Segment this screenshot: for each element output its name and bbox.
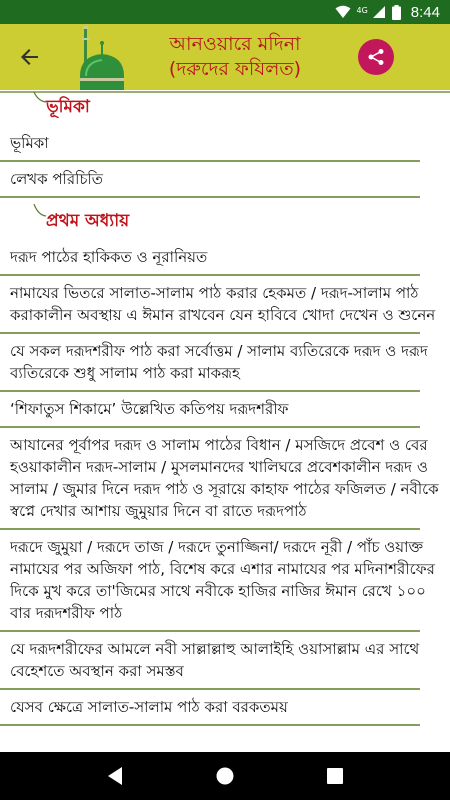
list-item-label: দরূদ পাঠের হাকিকত ও নূরানিয়ত — [10, 248, 208, 266]
list-item-label: দরূদে জুমুয়া / দরূদে তাজ / দরূদে তুনাজ্জিনা/ দরূদে নূরী / পাঁচ ওয়াক্ত নামাযের পর অজিফা পাঠ, বিশেষ করে এশার নামাযের পর মদিনাশরীফের দিকে মুখ করে তা'জিমের সাথে নবীকে হাজির নাজির ঈমান রেখে ১০০ বার দরূদশরীফ পাঠ — [10, 538, 435, 622]
list-item[interactable] — [0, 126, 450, 162]
list-item[interactable] — [0, 276, 450, 334]
list-item[interactable] — [0, 162, 450, 198]
share-button[interactable] — [358, 39, 394, 75]
list-item-label: নামাযের ভিতরে সালাত-সালাম পাঠ করার হেকমত / দরূদ-সালাম পাঠ করাকালীন অবস্থায় এ ঈমান রাখবেন যেন হাবিবে খোদা দেখেন ও শুনেন — [10, 284, 436, 324]
list-item[interactable] — [0, 334, 450, 392]
list-item[interactable] — [0, 240, 450, 276]
nav-home-button[interactable] — [201, 752, 249, 800]
status-icons — [335, 4, 441, 21]
section-header-intro — [0, 90, 450, 126]
back-button[interactable] — [2, 29, 58, 85]
nav-back-button[interactable] — [91, 752, 139, 800]
mosque-dome-logo — [72, 24, 128, 90]
list-item[interactable] — [0, 530, 450, 632]
battery-icon — [392, 5, 401, 20]
arrow-left-icon — [20, 47, 40, 67]
section-divider — [0, 90, 450, 104]
chapter-list — [0, 90, 450, 752]
network-type-label: 4G — [356, 5, 368, 15]
share-icon — [367, 48, 385, 66]
list-item-label: যে সকল দরূদশরীফ পাঠ করা সর্বোত্তম / সালাম ব্যতিরেকে দরূদ ও দরূদ ব্যতিরেকে শুধু সালাম পাঠ করা মাকরূহ — [10, 342, 428, 382]
nav-back-icon — [106, 766, 124, 786]
list-item[interactable] — [0, 632, 450, 690]
section-divider — [0, 204, 450, 218]
list-item-label: যেসব ক্ষেত্রে সালাত-সালাম পাঠ করা বরকতময় — [10, 698, 288, 716]
list-item-label: ‘শিফাতুস শিকামে’ উল্লেখিত কতিপয় দরূদশরীফ — [10, 400, 289, 418]
list-item-label: আযানের পূর্বাপর দরূদ ও সালাম পাঠের বিধান / মসজিদে প্রবেশ ও বের হওয়াকালীন দরূদ-সালাম / মুসলমানদের খালিঘরে প্রবেশকালীন দরূদ ও সালাম / জুমার দিনে দরূদ পাঠ ও সূরায়ে কাহাফ পাঠের ফজিলত / নবীকে স্বপ্নে দেখার আশায় জুমুয়ার দিনে বা রাতে দরূদপাঠ — [10, 436, 439, 520]
list-item-label: যে দরূদশরীফের আমলে নবী সাল্লাল্লাহু আলাইহি ওয়াসাল্লাম এর সাথে বেহেশতে অবস্থান করা সমস্তব — [10, 640, 420, 680]
item-divider — [0, 724, 420, 726]
wifi-icon — [335, 5, 351, 19]
signal-icon — [372, 5, 386, 19]
section-header-label: প্রথম অধ্যায় — [46, 211, 130, 231]
list-item[interactable] — [0, 428, 450, 530]
system-nav-bar — [0, 752, 450, 800]
nav-recents-icon — [326, 767, 344, 785]
app-title-line2: (দরুদের ফযিলত) — [168, 58, 302, 80]
list-item[interactable] — [0, 690, 450, 726]
status-bar — [0, 0, 450, 24]
app-title — [112, 32, 358, 82]
section-header-label: ভূমিকা — [46, 97, 90, 117]
section-header-chapter-1 — [0, 204, 450, 240]
nav-home-icon — [215, 766, 235, 786]
app-bar — [0, 24, 450, 90]
list-item[interactable] — [0, 392, 450, 428]
list-item-label: ভূমিকা — [10, 134, 49, 152]
clock: 8:44 — [410, 3, 440, 21]
item-divider — [0, 196, 420, 198]
list-item-label: লেখক পরিচিতি — [10, 170, 104, 188]
app-title-line1: আনওয়ারে মদিনা — [169, 33, 301, 55]
nav-recents-button[interactable] — [311, 752, 359, 800]
